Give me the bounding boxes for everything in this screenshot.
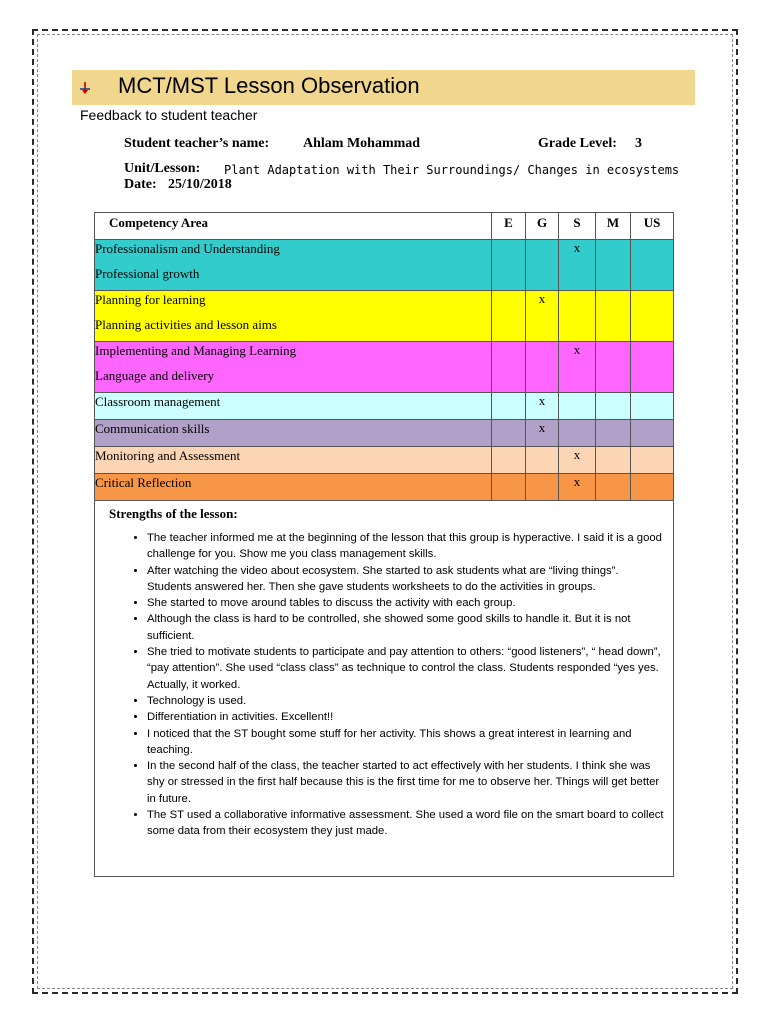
rating-cell-g: x xyxy=(526,291,559,342)
table-row xyxy=(95,291,674,342)
rating-cell-s: x xyxy=(559,240,596,291)
list-item: • I noticed that the ST bought some stuff for her activity. This shows a great interest in learning and teaching. xyxy=(147,726,665,759)
rating-cell-us xyxy=(631,291,674,342)
rating-cell-e xyxy=(492,474,526,501)
competency-line: Implementing and Managing Learning xyxy=(95,343,297,358)
competency-cell xyxy=(95,393,492,420)
rating-cell-e xyxy=(492,291,526,342)
page-subtitle: Feedback to student teacher xyxy=(80,107,258,123)
header-e: E xyxy=(492,213,526,240)
arrow-bullet-icon xyxy=(78,81,92,95)
competency-table xyxy=(94,212,674,877)
rating-cell-m xyxy=(596,474,631,501)
rating-cell-s: x xyxy=(559,474,596,501)
competency-cell xyxy=(95,291,492,342)
strengths-cell xyxy=(95,501,674,877)
rating-cell-e xyxy=(492,420,526,447)
competency-cell xyxy=(95,342,492,393)
table-header-row xyxy=(95,213,674,240)
competency-line: Planning activities and lesson aims xyxy=(95,317,277,332)
list-item: • In the second half of the class, the teacher started to act effectively with her students. I think she was shy or stressed in the first half because this is the first time for me to observe her. Things will get better in future. xyxy=(147,758,665,807)
list-item: • After watching the video about ecosystem. She started to ask students what are “living things”. Students answered her. Then she gave students worksheets to do the activities in groups. xyxy=(147,563,665,596)
list-item: • She tried to motivate students to participate and pay attention to others: “good listeners”, “ head down”, “pay attention”. She used “class class” as technique to control the class. Students responded “yes yes. Actually, it worked. xyxy=(147,644,665,693)
strengths-list xyxy=(109,530,665,840)
rating-cell-us xyxy=(631,342,674,393)
list-item: • Technology is used. xyxy=(147,693,665,709)
date-label: Date: xyxy=(124,177,157,192)
grade-level-value: 3 xyxy=(635,136,642,151)
rating-cell-g xyxy=(526,240,559,291)
rating-cell-e xyxy=(492,240,526,291)
rating-cell-e xyxy=(492,342,526,393)
rating-cell-e xyxy=(492,393,526,420)
table-row xyxy=(95,447,674,474)
unit-lesson-value: Plant Adaptation with Their Surroundings/ Changes in ecosystems xyxy=(224,163,680,177)
rating-cell-m xyxy=(596,447,631,474)
header-competency-area: Competency Area xyxy=(95,213,492,240)
rating-cell-m xyxy=(596,291,631,342)
table-row xyxy=(95,393,674,420)
competency-cell xyxy=(95,420,492,447)
grade-level-label: Grade Level: xyxy=(538,136,617,151)
competency-line: Professionalism and Understanding xyxy=(95,241,280,256)
rating-cell-g xyxy=(526,447,559,474)
rating-cell-m xyxy=(596,240,631,291)
rating-cell-g xyxy=(526,474,559,501)
rating-cell-us xyxy=(631,474,674,501)
date-value: 25/10/2018 xyxy=(168,177,232,192)
list-item: • Although the class is hard to be controlled, she showed some good skills to handle it. But it is not sufficient. xyxy=(147,611,665,644)
table-row xyxy=(95,342,674,393)
competency-cell xyxy=(95,447,492,474)
list-item: • The teacher informed me at the beginning of the lesson that this group is hyperactive. I said it is a good challenge for you. Show me you class management skills. xyxy=(147,530,665,563)
competency-line: Critical Reflection xyxy=(95,475,192,490)
rating-cell-us xyxy=(631,240,674,291)
competency-line: Professional growth xyxy=(95,266,200,281)
list-item: • The ST used a collaborative informative assessment. She used a word file on the smart board to collect some data from their ecosystem they just made. xyxy=(147,807,665,840)
rating-cell-g: x xyxy=(526,420,559,447)
rating-cell-s xyxy=(559,291,596,342)
header-s: S xyxy=(559,213,596,240)
rating-cell-g: x xyxy=(526,393,559,420)
header-us: US xyxy=(631,213,674,240)
page-title: MCT/MST Lesson Observation xyxy=(118,73,420,98)
rating-cell-us xyxy=(631,420,674,447)
student-name-label: Student teacher’s name: xyxy=(124,136,270,151)
competency-line: Planning for learning xyxy=(95,292,206,307)
competency-line: Monitoring and Assessment xyxy=(95,448,241,463)
rating-cell-us xyxy=(631,393,674,420)
list-item: • She started to move around tables to discuss the activity with each group. xyxy=(147,595,665,611)
competency-cell xyxy=(95,474,492,501)
rating-cell-m xyxy=(596,342,631,393)
rating-cell-us xyxy=(631,447,674,474)
rating-cell-s: x xyxy=(559,447,596,474)
rating-cell-g xyxy=(526,342,559,393)
header-g: G xyxy=(526,213,559,240)
rating-cell-s xyxy=(559,393,596,420)
rating-cell-e xyxy=(492,447,526,474)
table-row xyxy=(95,240,674,291)
strengths-row xyxy=(95,501,674,877)
rating-cell-m xyxy=(596,393,631,420)
competency-line: Classroom management xyxy=(95,394,221,409)
unit-lesson-label: Unit/Lesson: xyxy=(124,161,201,176)
table-row xyxy=(95,474,674,501)
rating-cell-s xyxy=(559,420,596,447)
competency-line: Language and delivery xyxy=(95,368,215,383)
competency-cell xyxy=(95,240,492,291)
rating-cell-s: x xyxy=(559,342,596,393)
competency-line: Communication skills xyxy=(95,421,210,436)
table-row xyxy=(95,420,674,447)
list-item: • Differentiation in activities. Excellent!! xyxy=(147,709,665,725)
student-name-value: Ahlam Mohammad xyxy=(303,136,421,151)
header-m: M xyxy=(596,213,631,240)
rating-cell-m xyxy=(596,420,631,447)
title-banner xyxy=(72,70,695,105)
strengths-title: Strengths of the lesson: xyxy=(109,506,238,521)
